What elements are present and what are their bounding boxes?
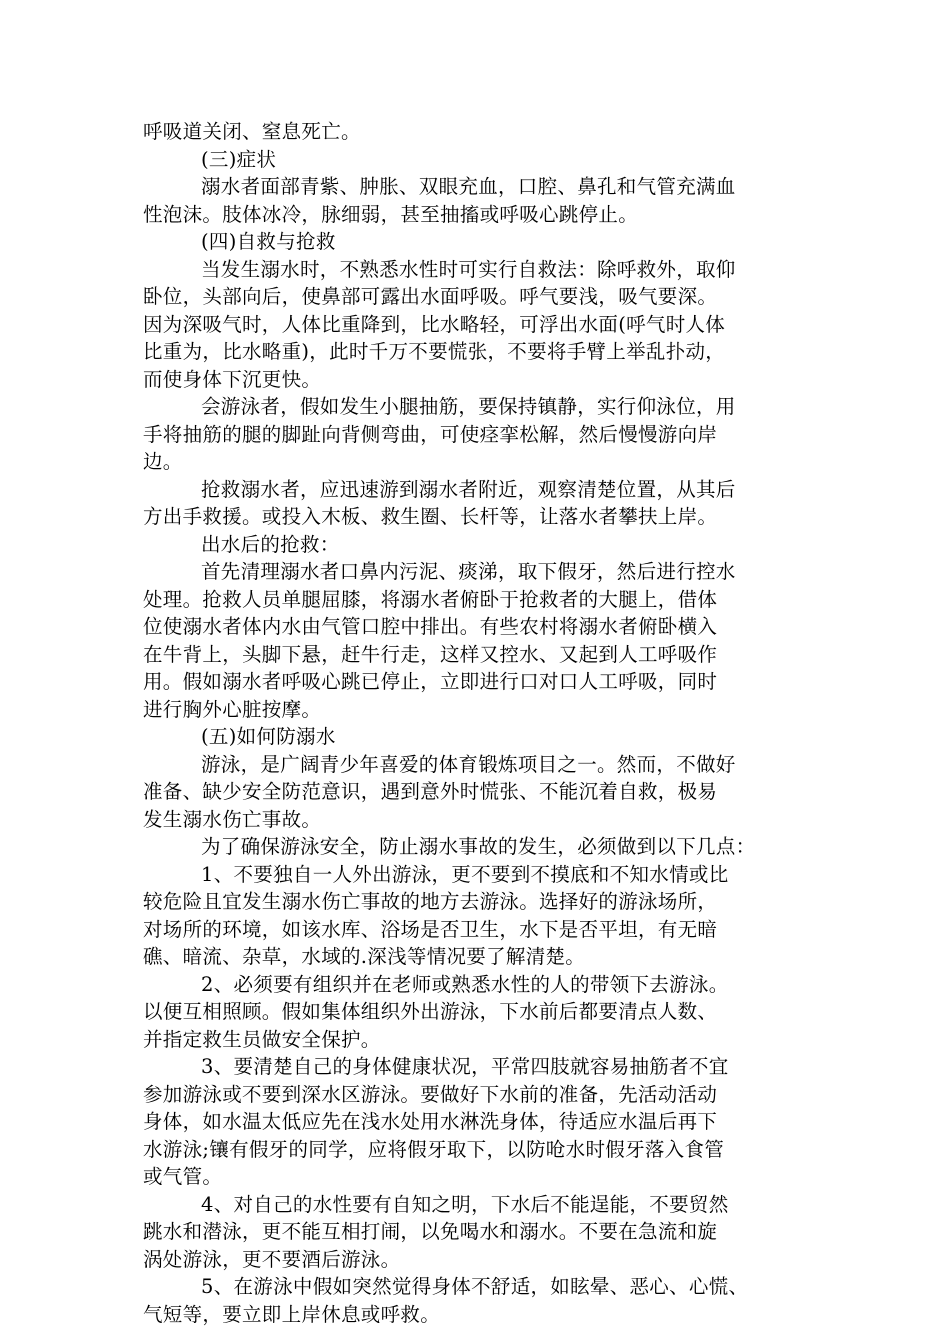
text-line: 准备、缺少安全防范意识，遇到意外时慌张、不能沉着自救，极易 <box>143 780 718 803</box>
text-line: 或气管。 <box>143 1165 223 1188</box>
text-line: 4、对自己的水性要有自知之明，下水后不能逞能，不要贸然 <box>201 1192 729 1216</box>
text-line: 跳水和潜泳，更不能互相打闹，以免喝水和溺水。不要在急流和旋 <box>143 1220 718 1243</box>
text-line: 当发生溺水时，不熟悉水性时可实行自救法：除呼救外，取仰 <box>201 257 736 281</box>
text-line: 参加游泳或不要到深水区游泳。要做好下水前的准备，先活动活动 <box>143 1082 718 1106</box>
text-line: 1、不要独自一人外出游泳，更不要到不摸底和不知水情或比 <box>201 862 729 886</box>
text-line: 气短等，要立即上岸休息或呼救。 <box>143 1302 441 1326</box>
text-line: 比重为，比水略重)，此时千万不要慌张，不要将手臂上举乱扑动， <box>143 340 726 363</box>
text-line: 因为深吸气时，人体比重降到，比水略轻，可浮出水面(呼气时人体 <box>143 312 726 336</box>
text-line: 礁、暗流、杂草，水域的.深浅等情况要了解清楚。 <box>143 945 586 968</box>
text-line: 身体，如水温太低应先在浅水处用水淋洗身体，待适应水温后再下 <box>143 1110 718 1133</box>
text-line: 手将抽筋的腿的脚趾向背侧弯曲，可使痉挛松解，然后慢慢游向岸 <box>143 422 718 446</box>
document-page <box>143 118 828 1328</box>
text-line: 用。假如溺水者呼吸心跳已停止，立即进行口对口人工呼吸，同时 <box>143 670 718 693</box>
text-line: 在牛背上，头脚下悬，赶牛行走，这样又控水、又起到人工呼吸作 <box>143 642 718 666</box>
text-line: 并指定救生员做安全保护。 <box>143 1027 381 1051</box>
text-line: (三)症状 <box>201 147 277 171</box>
text-line: 出水后的抢救： <box>201 532 340 556</box>
text-line: 进行胸外心脏按摩。 <box>143 697 322 721</box>
text-line: 首先清理溺水者口鼻内污泥、痰涕，取下假牙，然后进行控水 <box>201 560 736 583</box>
text-line: 边。 <box>143 450 183 473</box>
text-line: 性泡沫。肢体冰冷，脉细弱，甚至抽搐或呼吸心跳停止。 <box>143 202 639 226</box>
text-line: (五)如何防溺水 <box>201 725 336 748</box>
text-line: 会游泳者，假如发生小腿抽筋，要保持镇静，实行仰泳位，用 <box>201 395 736 418</box>
text-line: 2、必须要有组织并在老师或熟悉水性的人的带领下去游泳。 <box>201 972 729 996</box>
text-line: 卧位，头部向后，使鼻部可露出水面呼吸。呼气要浅，吸气要深。 <box>143 285 718 308</box>
text-line: 为了确保游泳安全，防止溺水事故的发生，必须做到以下几点： <box>201 835 756 858</box>
text-line: 而使身体下沉更快。 <box>143 367 322 391</box>
text-line: 方出手救援。或投入木板、救生圈、长杆等，让落水者攀扶上岸。 <box>143 505 718 528</box>
text-line: 溺水者面部青紫、肿胀、双眼充血，口腔、鼻孔和气管充满血 <box>201 175 736 198</box>
text-line: 3、要清楚自己的身体健康状况，平常四肢就容易抽筋者不宜 <box>201 1055 729 1078</box>
text-line: 呼吸道关闭、窒息死亡。 <box>143 120 361 143</box>
text-line: 位使溺水者体内水由气管口腔中排出。有些农村将溺水者俯卧横入 <box>143 615 718 638</box>
text-line: 对场所的环境，如该水库、浴场是否卫生，水下是否平坦，有无暗 <box>143 917 718 941</box>
text-line: 5、在游泳中假如突然觉得身体不舒适，如眩晕、恶心、心慌、 <box>201 1275 749 1298</box>
text-line: 抢救溺水者，应迅速游到溺水者附近，观察清楚位置，从其后 <box>201 477 736 501</box>
text-line: 较危险且宜发生溺水伤亡事故的地方去游泳。选择好的游泳场所， <box>143 890 718 913</box>
text-line: 处理。抢救人员单腿屈膝，将溺水者俯卧于抢救者的大腿上，借体 <box>143 587 718 611</box>
text-line: 游泳，是广阔青少年喜爱的体育锻炼项目之一。然而，不做好 <box>201 752 736 776</box>
text-line: 涡处游泳，更不要酒后游泳。 <box>143 1247 401 1271</box>
text-line: 以便互相照顾。假如集体组织外出游泳，下水前后都要清点人数、 <box>143 1000 718 1023</box>
text-line: (四)自救与抢救 <box>201 230 336 253</box>
text-line: 水游泳;镶有假牙的同学，应将假牙取下，以防呛水时假牙落入食管 <box>143 1137 725 1161</box>
text-line: 发生溺水伤亡事故。 <box>143 807 322 831</box>
